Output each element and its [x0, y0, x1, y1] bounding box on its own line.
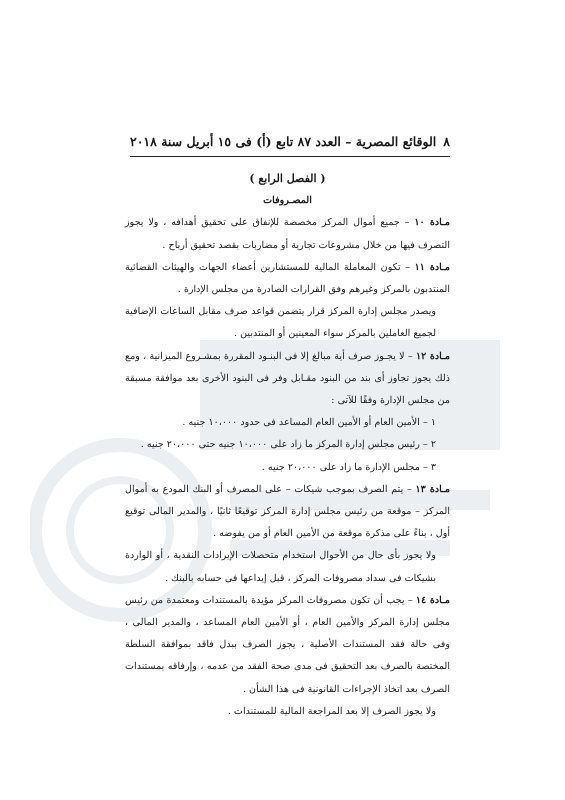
article-lead: مـادة ١٢	[415, 350, 450, 362]
article-10	[125, 212, 450, 256]
article-lead: مـادة ١٤	[415, 594, 450, 606]
article-text: – تكون المعاملة المالية للمستشارين أعضاء الجهات والهيئات القضائية المنتدبون بالمركز وغيرهم وفق القرارات الصادرة من مجلس الإدارة .	[125, 261, 450, 296]
article-lead: مـادة ١٣	[415, 483, 451, 495]
article-lead: مـادة ١٠	[414, 217, 451, 229]
article-text: – يجب أن تكون مصروفات المركز مؤيدة بالمستندات ومعتمدة من رئيس مجلس إدارة المركز والأمين العام ، أو الأمين العام المساعد ، والمدير المالى ، وفى حالة فقد المستندات الأصلية ، يجوز الصرف ببدل فاقد بموافقة السلطة المختصة بالصرف بعد التحقيق فى مدى صحة الفقد من عدمه ، وإرفاقه بمستندات الصرف بعد اتخاذ الإجراءات القانونية فى هذا الشأن .	[125, 594, 450, 695]
article-lead: مـادة ١١	[414, 261, 451, 273]
chapter-subtitle: المصـروفات	[263, 195, 312, 207]
paragraph: ولا يجوز الصرف إلا بعد المراجعة المالية للمستندات .	[227, 705, 436, 717]
page-header	[130, 130, 450, 152]
list-item: ١ – الأمين العام أو الأمين العام المساعد فى حدود ١٠،٠٠٠ جنيه .	[182, 417, 436, 429]
article-12	[125, 346, 450, 413]
article-text: – يتم الصرف بموجب شيكات – على المصرف أو البنك المودع به أموال المركز – موقعة من رئيس مجلس إدارة المركز توقيعًا ثانيًا ، والمدير المالى توقيع أول ، بناءً على مذكرة موقعة من الأمين العام أو من يفوضه .	[125, 483, 450, 540]
article-14	[125, 590, 450, 701]
article-text: – جميع أموال المركز مخصصة للإنفاق على تحقيق أهدافه ، ولا يجوز التصرف فيها من خلال مشروعات تجارية أو مضاربات بقصد تحقيق أرباح .	[125, 217, 450, 251]
header-divider	[130, 156, 450, 157]
document-body	[125, 168, 450, 723]
article-13	[125, 479, 450, 546]
paragraph: ولا يجوز بأى حال من الأحوال استخدام متحصلات الإيرادات النقدية ، أو الواردة بشيكات فى سداد مصروفات المركز ، قبل إيداعها فى حسابه بالبنك .	[125, 550, 436, 584]
article-11	[125, 257, 450, 301]
list-item: ٣ – مجلس الإدارة ما زاد على ٢٠،٠٠٠ جنيه .	[261, 461, 436, 473]
article-text: – لا يجـوز صرف أية مبالغ إلا فى البنـود المقررة بمشـروع الميزانية ، ومع ذلك يجوز تجاوز أى بند من البنود مقـابل وفر فى البنود الأخرى بعد موافقة مسبقة من مجلس الإدارة وفقًا للآتى :	[125, 350, 450, 407]
chapter-title: ( الفصل الرابع )	[249, 172, 326, 185]
list-item: ٢ – رئيس مجلس إدارة المركز ما زاد على ١٠،٠٠٠ جنيه حتى ٢٠،٠٠٠ جنيه .	[140, 439, 436, 451]
page-number: ٨	[443, 133, 450, 149]
gazette-title: الوقائع المصرية – العدد ٨٧ تابع (أ) فى ١٥ أبريل سنة ٢٠١٨	[130, 133, 437, 149]
paragraph: ويصدر مجلس إدارة المركز قرار يتضمن قواعد صرف مقابل الساعات الإضافية لجميع العاملين بالمركز سواء المعينين أو المنتدبين .	[125, 306, 436, 340]
